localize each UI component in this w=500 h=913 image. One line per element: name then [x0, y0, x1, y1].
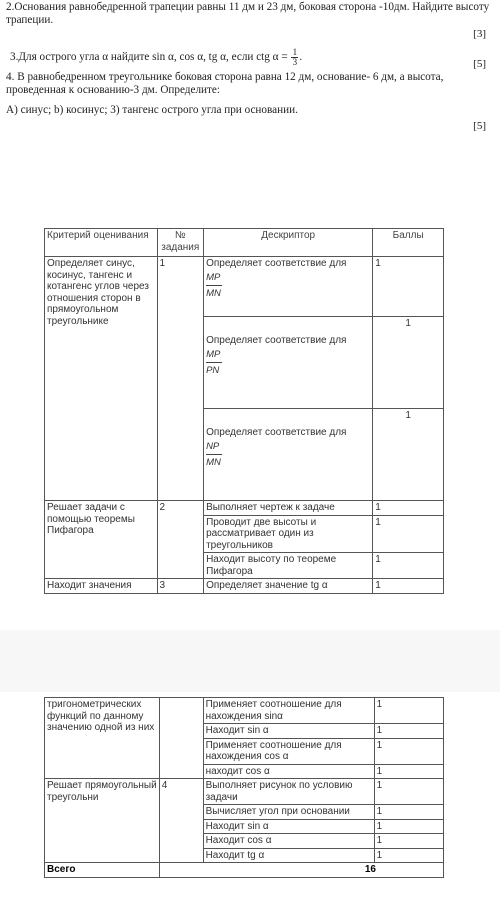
points-drawing: 1 [373, 501, 444, 516]
points-3: 1 [373, 409, 444, 501]
descriptor-fraction-1: Определяет соответствие для $\frac{MP}{MN}$ [204, 257, 373, 317]
descriptor-pythagoras: Находит высоту по теореме Пифагора [204, 553, 373, 579]
header-criterion: Критерий оценивания [45, 229, 158, 257]
task-number-2: 2 [157, 501, 204, 579]
criterion-3: Находит значения [45, 579, 158, 594]
descriptor-find-sin: Находит sin α [203, 724, 374, 739]
page-break [0, 630, 500, 692]
ctg-fraction: $\frac{1}{3}$ [292, 47, 298, 67]
points-pythagoras: 1 [373, 553, 444, 579]
points-find-sin: 1 [374, 724, 443, 739]
points-1: 1 [373, 257, 444, 317]
criterion-1: Определяет синус, косинус, тангенс и котангенс углов через отношения сторон в прямоугольном треугольнике [45, 257, 158, 501]
points-cos-4: 1 [374, 834, 443, 849]
fraction-np-mn: $\frac{NP}{MN}$ [206, 440, 221, 468]
header-points: Баллы [373, 229, 444, 257]
total-value: 16 [159, 863, 443, 878]
task-number-4: 4 [159, 779, 203, 863]
descriptor-picture: Выполняет рисунок по условию задачи [203, 779, 374, 805]
descriptor-fraction-3: Определяет соответствие для $\frac{NP}{MN}$ [204, 409, 373, 501]
task-3-points: [5] [473, 58, 486, 70]
header-descriptor: Дескриптор [204, 229, 373, 257]
points-base-angle: 1 [374, 805, 443, 820]
points-cos-relation: 1 [374, 738, 443, 764]
criterion-2: Решает задачи с помощью теоремы Пифагора [45, 501, 158, 579]
descriptor-drawing: Выполняет чертеж к задаче [204, 501, 373, 516]
points-heights: 1 [373, 515, 444, 553]
points-find-cos: 1 [374, 764, 443, 779]
points-picture: 1 [374, 779, 443, 805]
descriptor-tg: Определяет значение tg α [204, 579, 373, 594]
points-sin-4: 1 [374, 819, 443, 834]
criteria-table-continued [44, 697, 444, 878]
descriptor-heights: Проводит две высоты и рассматривает один из треугольников [204, 515, 373, 553]
task-2-points: [3] [473, 28, 486, 40]
descriptor-cos-4: Находит cos α [203, 834, 374, 849]
descriptor-sin-4: Находит sin α [203, 819, 374, 834]
task-3: 3.Для острого угла α найдите sin α, cos α, tg α, если ctg α = $\frac{1}{3}$ . [10, 47, 303, 67]
criterion-4: Решает прямоугольный треугольни [45, 779, 160, 863]
task-4-points: [5] [473, 120, 486, 132]
points-2: 1 [373, 317, 444, 409]
descriptor-base-angle: Вычисляет угол при основании [203, 805, 374, 820]
total-label: Всего [45, 863, 160, 878]
task-4-items: А) синус; b) косинус; 3) тангенс острого угла при основании. [6, 104, 298, 116]
descriptor-sin-relation: Применяет соотношение для нахождения sinα [203, 698, 374, 724]
fraction-mp-pn: $\frac{MP}{PN}$ [206, 348, 221, 376]
task-2: 2.Основания равнобедренной трапеции равны 11 дм и 23 дм, боковая сторона -10дм. Найдите высоту трапеции. [6, 1, 490, 26]
descriptor-fraction-2: Определяет соответствие для $\frac{MP}{PN}$ [204, 317, 373, 409]
points-sin-relation: 1 [374, 698, 443, 724]
descriptor-tg-4: Находит tg α [203, 848, 374, 863]
fraction-mp-mn: $\frac{MP}{MN}$ [206, 271, 221, 299]
points-tg: 1 [373, 579, 444, 594]
header-task-number: № задания [157, 229, 204, 257]
task-number-1: 1 [157, 257, 204, 501]
task-number-3: 3 [157, 579, 204, 594]
criterion-3-continued: тригонометрических функций по данному значению одной из них [45, 698, 160, 779]
task-number-3-continued [159, 698, 203, 779]
points-tg-4: 1 [374, 848, 443, 863]
task-4: 4. В равнобедренном треугольнике боковая сторона равна 12 дм, основание- 6 дм, а высота, проведенная к основанию-3 дм. Определите: [6, 71, 444, 96]
descriptor-cos-relation: Применяет соотношение для нахождения cos α [203, 738, 374, 764]
criteria-table [44, 228, 444, 594]
descriptor-find-cos: находит cos α [203, 764, 374, 779]
